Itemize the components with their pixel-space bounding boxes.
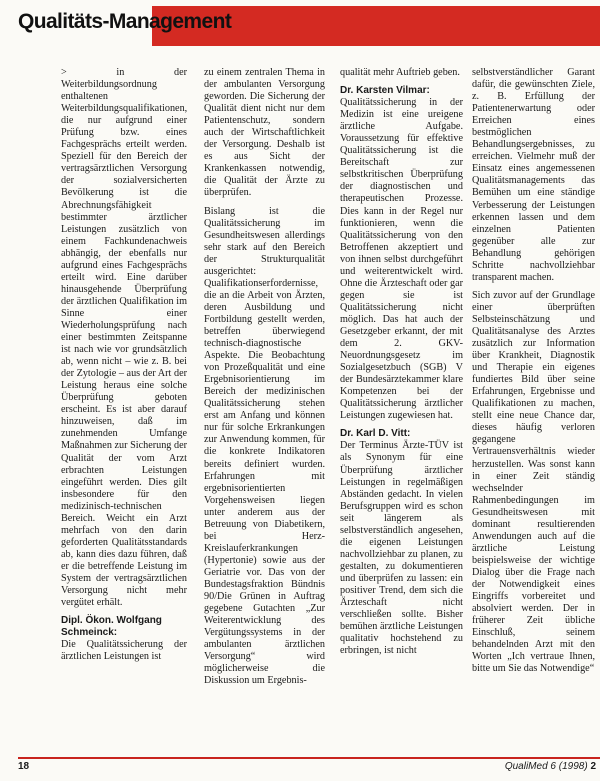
journal-name: QualiMed 6 (1998) [504,761,588,772]
speaker-name: Dr. Karl D. Vitt: [340,428,411,440]
speaker-name: Dipl. Ökon. Wolfgang Schmeinck: [61,615,162,639]
paragraph: Sich zuvor auf der Grundlage einer überprüften Selbsteinschätzung und Qualitätsanalyse des Arztes zusätzlich zur Information über Krankheit, Diagnostik und Therapie ein eigenes fundiertes Bild über seine Erfahrungen, Ergebnisse und Qualifikationen zu machen, stellt eine neue Chance dar, dieses häufig verloren gegangene Vertrauensverhältnis wieder herzustellen. Was sonst kann in einer Zeit ständig wechselnder Rahmenbedingungen im Gesundheitswesen mit dominant resultierenden Anwendungen auch auf die ärztliche Leistung beispielsweise der wichtige Dialog über die Frage nach der Notwendigkeit eines Eingriffs vorbereitet und absolviert werden. Der in früherer Zeit übliche Einschluß, seinem behandelnden Arzt mit den Worten „Ich vertraue Ihnen, bitte um Sie das Notwendige“ [472,289,595,675]
paragraph: zu einem zentralen Thema in der ambulanten Versorgung geworden. Die Sicherung der Qualität dient nicht nur dem Patientenschutz, sondern auch der Wirtschaftlichkeit der Versorgung. Deshalb ist es aus Sicht der Krankenkassen notwendig, die Qualität der Ärzte zu überprüfen. [204,67,325,199]
text-column-3 [340,67,463,755]
footer-red-rule [18,757,600,759]
text-column-2 [204,67,325,755]
paragraph: selbstverständlicher Garant dafür, die gewünschten Ziele, z. B. Erfüllung der Patientenerwartung oder Erreichen eines bestmöglichen Behandlungsergebnisses, zu erreichen. Vielmehr muß der Einsatz eines angemessenen Qualitätsmanagements das Bemühen um eine ständige Verbesserung der Leistungen erkennen lassen und dem einzelnen Patienten gegenüber alle zur Behandlung gehörigen Schritte nachvollziehbar transparent machen. [472,67,595,283]
paragraph: Die Qualitätssicherung der ärztlichen Leistungen ist [61,639,187,663]
paragraph: qualität mehr Auftrieb geben. [340,67,460,78]
issue-suffix: 2 [590,761,596,772]
paragraph: Bislang ist die Qualitätssicherung im Gesundheitswesen allerdings sehr stark auf den Bereich der Strukturqualität ausgerichtet: Qualifikationserfordernisse, die an die Arbeit von Ärzten, deren Ausbildung und Fortbildung gestellt werden, betreffen überwiegend technisch-diagnostische Aspekte. Die Beobachtung von Prozeßqualität und eine Ergebnisorientierung im Bereich der medizinischen Qualitätssicherung stehen erst am Anfang und können nur für solche Erkrankungen zur Anwendung kommen, für die konkrete Indikatoren bereits definiert wurden. Erfahrungen mit ergebnisorientierten Vorgehensweisen liegen unter anderem aus der Betreuung von Diabetikern, bei Herz-Kreislauferkrankungen (Hypertonie) sowie aus der Geriatrie vor. Das von der Bundestagsfraktion Bündnis 90/Die Grünen in Auftrag gegebene Gutachten „Zur Weiterentwicklung des Vergütungssystems in der ambulanten ärztlichen Versorgung“ wird möglicherweise die Diskussion um Ergebnis- [204,205,325,687]
paragraph: Qualitätssicherung in der Medizin ist eine ureigene ärztliche Aufgabe. Voraussetzung für effektive Qualitätssicherung ist die Bereitschaft zur selbstkritischen Überprüfung der diagnostischen und therapeutischen Prozesse. Dies kann in der Regel nur funktionieren, wenn die Qualitätssicherung von den Betroffenen akzeptiert und von ihnen selbst durchgeführt und weiterentwickelt wird. Ohne die Ärzteschaft oder gar gegen sie ist Qualitätssicherung nicht möglich. Das hat auch der Gesetzgeber erkannt, der mit dem 2. GKV-Neuordnungsgesetz im Sozialgesetzbuch (SGB) V der Bundesärztekammer klare Kompetenzen bei der Qualitätssicherung ärztlicher Leistungen zugewiesen hat. [340,97,463,422]
page-number: 18 [18,761,30,772]
text-column-4 [472,67,595,755]
journal-citation [505,761,596,772]
paragraph: Der Terminus Ärzte-TÜV ist als Synonym für eine Überprüfung ärztlicher Leistungen in regelmäßigen Abständen gedacht. In vielen Berufsgruppen wird es schon seit längerem als selbstverständlich angesehen, die eigenen Leistungen nachvollziehbar zu planen, zu gestalten, zu dokumentieren und überprüfen zu lassen: ein positiver Trend, dem sich die Ärzteschaft nicht verschließen sollte. Bisher bemühen ärztliche Leistungen qualitativ hochstehend zu erbringen, ist nicht [340,440,463,657]
speaker-name: Dr. Karsten Vilmar: [340,85,430,97]
page-title: Qualitäts-Management [18,10,232,33]
text-column-1 [61,67,187,755]
paragraph: > in der Weiterbildungsordnung enthaltenen Weiterbildungsqualifikationen, die nur aufgrund einer Prüfung bzw. eines Fachgesprächs erteilt werden. Speziell für den Bereich der vertragsärztlichen Versorgung der sozialversicherten Bevölkerung ist die Abrechnungsfähigkeit bestimmter ärztlicher Leistungen zusätzlich von einem Fachkundenachweis abhängig, der ebenfalls nur aufgrund eines Fachgesprächs erteilt wird. Eine darüber hinausgehende Überprüfung der ärztlichen Qualifikation im Sinne einer Wiederholungsprüfung nach einer bestimmten Zeitspanne ist nach wie vor grundsätzlich ab, wenn nicht – wie z. B. bei der Zytologie – aus der Art der Leistung heraus eine solche Überprüfung geboten erscheint. Es ist aber darauf hinzuweisen, daß im zunehmenden Umfange Maßnahmen zur Sicherung der Qualität der vom Arzt erbrachten Leistungen eingeführt werden. Dies gilt insbesondere für den medizinisch-technischen Bereich. Weicht ein Arzt mehrfach von den darin geforderten Qualitätsstandards ab, kann dies dazu führen, daß er die betreffende Leistung im System der vertragsärztlichen Versorgung nicht mehr vergütet erhält. [61,67,187,609]
